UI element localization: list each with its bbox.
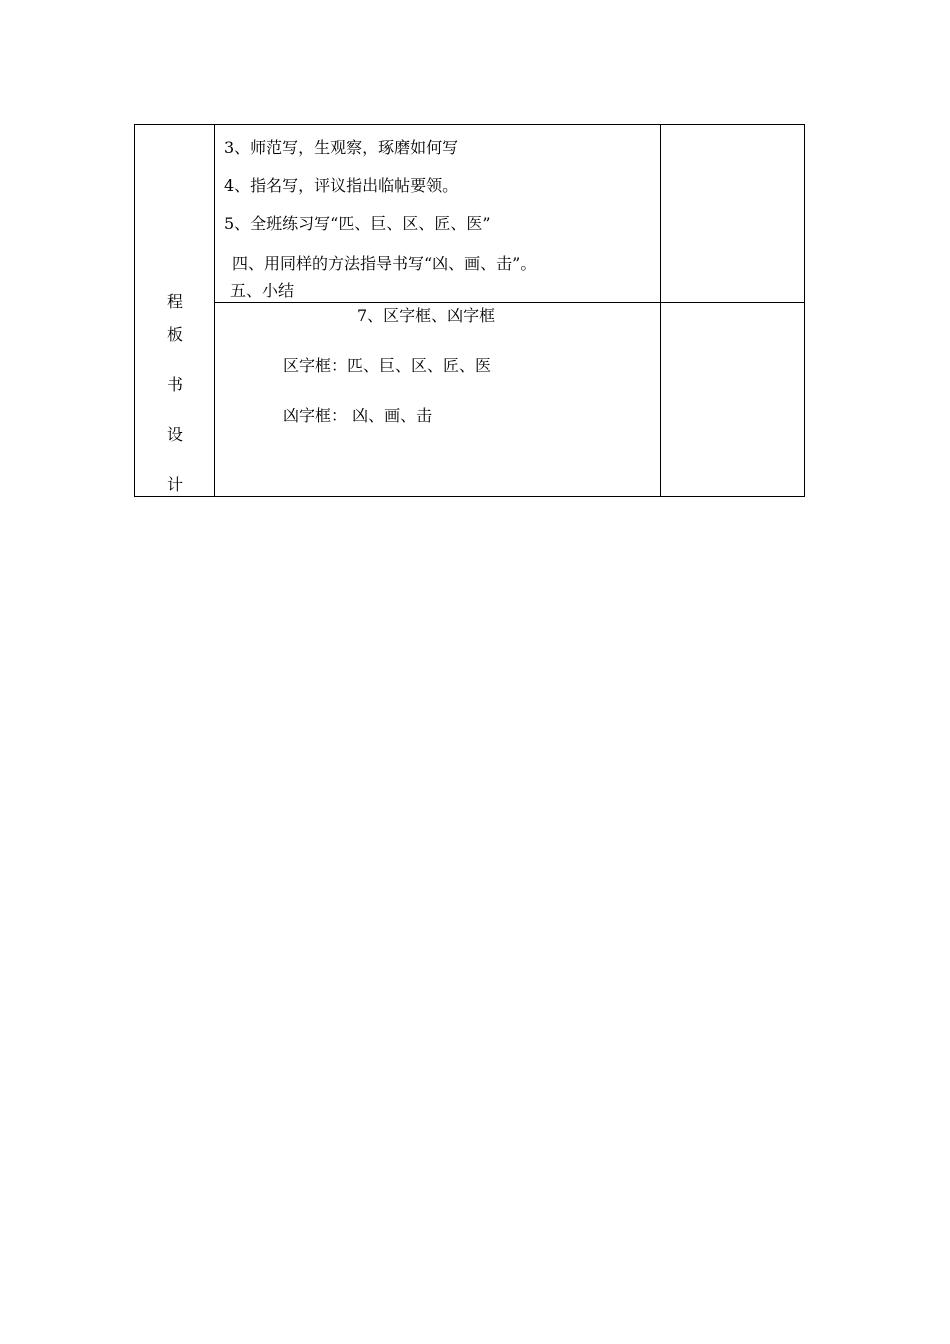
table-border-top xyxy=(134,124,805,125)
process-line: 3、师范写，生观察，琢磨如何写 xyxy=(224,138,459,157)
table-column-divider-2 xyxy=(660,124,661,497)
left-column-char: 设 xyxy=(166,425,183,444)
table-border-right xyxy=(804,124,805,497)
process-line: 四、用同样的方法指导书写“凶、画、击”。 xyxy=(232,254,537,273)
left-column-char: 计 xyxy=(166,475,183,494)
table-column-divider-1 xyxy=(214,124,215,497)
process-line: 5、全班练习写“匹、巨、区、匠、医” xyxy=(224,214,491,233)
table-border-left xyxy=(134,124,135,497)
board-design-row: 区字框：匹、巨、区、匠、医 xyxy=(283,356,492,375)
left-column-char: 程 xyxy=(166,292,183,311)
board-design-row: 凶字框： 凶、画、击 xyxy=(283,406,433,425)
table-border-bottom xyxy=(134,496,805,497)
board-design-title: 7、区字框、凶字框 xyxy=(357,306,496,325)
process-line: 4、指名写，评议指出临帖要领。 xyxy=(224,176,459,195)
process-line: 五、小结 xyxy=(230,281,295,300)
left-column-char: 板 xyxy=(166,325,183,344)
left-column-char: 书 xyxy=(166,375,183,394)
table-row-divider xyxy=(214,302,805,303)
